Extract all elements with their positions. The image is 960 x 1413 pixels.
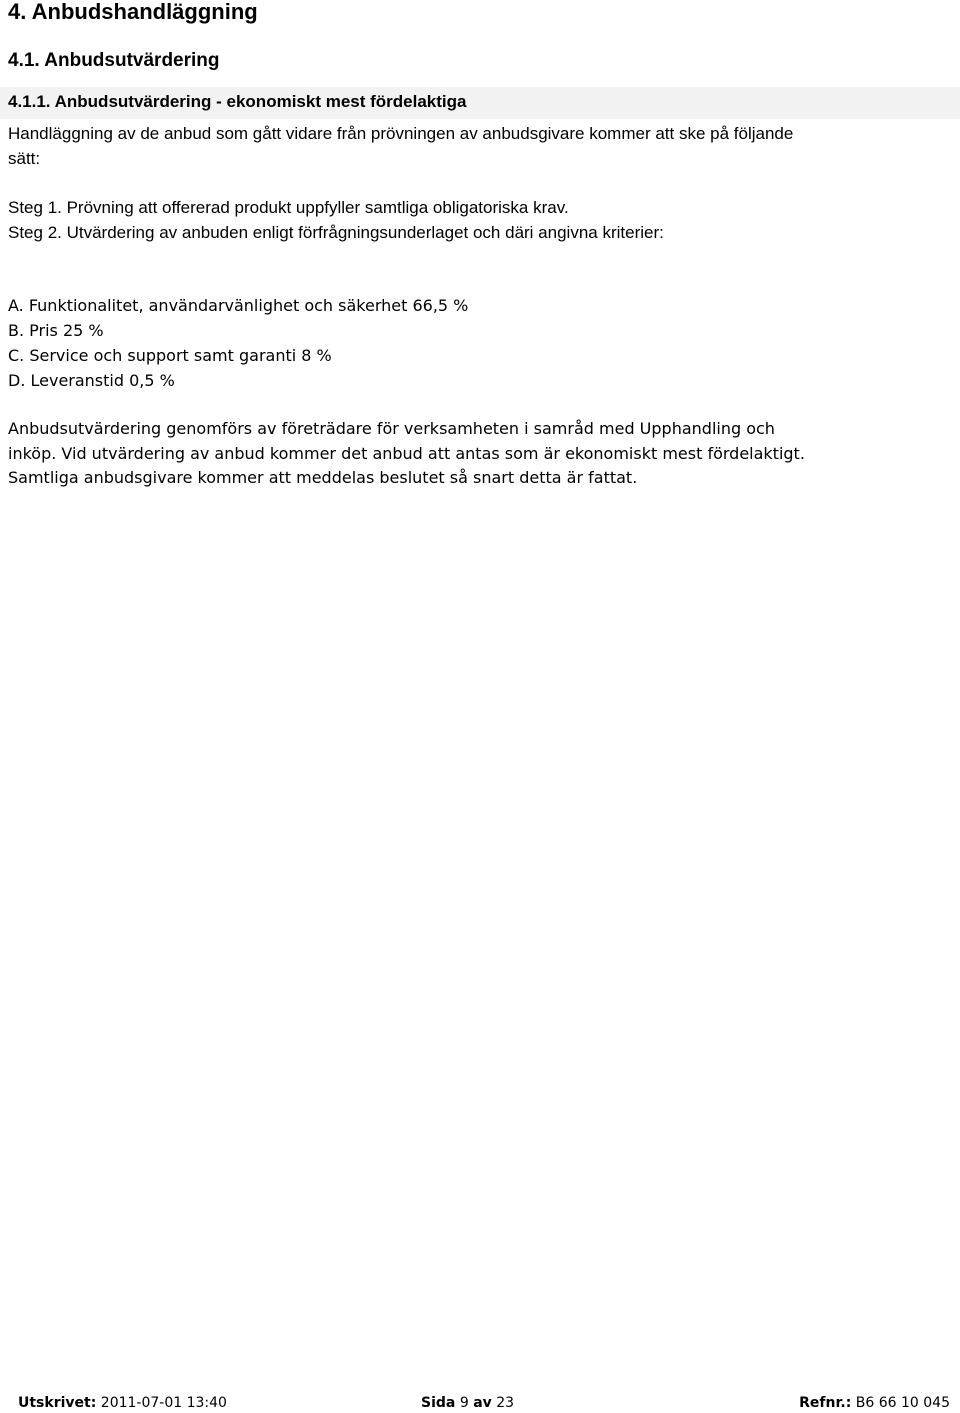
footer-ref-label: Refnr.: bbox=[799, 1395, 852, 1411]
footer-page-label: Sida bbox=[421, 1395, 456, 1411]
heading-section: 4. Anbudshandläggning bbox=[8, 0, 258, 24]
footer-page bbox=[421, 1393, 514, 1413]
footer-printed-value: 2011-07-01 13:40 bbox=[100, 1395, 227, 1411]
footer-printed bbox=[18, 1393, 227, 1413]
heading-subsubsection: 4.1.1. Anbudsutvärdering - ekonomiskt mest fördelaktiga bbox=[8, 92, 467, 111]
criterion-d: D. Leveranstid 0,5 % bbox=[8, 371, 175, 390]
footer-printed-label: Utskrivet: bbox=[18, 1395, 97, 1411]
criterion-a: A. Funktionalitet, användarvänlighet och säkerhet 66,5 % bbox=[8, 296, 469, 315]
intro-paragraph: Handläggning av de anbud som gått vidare från prövningen av anbudsgivare kommer att ske på följande sätt: bbox=[8, 124, 794, 168]
footer-ref bbox=[799, 1393, 950, 1413]
step-2: Steg 2. Utvärdering av anbuden enligt förfrågningsunderlaget och däri angivna kriterier: bbox=[8, 222, 664, 242]
footer-page-total: 23 bbox=[496, 1395, 515, 1411]
footer-page-of: av bbox=[473, 1395, 492, 1411]
criterion-b: B. Pris 25 % bbox=[8, 321, 104, 340]
criteria-list bbox=[8, 293, 708, 393]
summary-paragraph: Anbudsutvärdering genomförs av företrädare för verksamheten i samråd med Upphandling och inköp. Vid utvärdering av anbud kommer det anbud att antas som är ekonomiskt mest fördelaktigt. Samtliga anbudsgivare kommer att meddelas beslutet så snart detta är fattat. bbox=[8, 419, 805, 487]
footer-page-number: 9 bbox=[459, 1395, 469, 1411]
heading-subsection: 4.1. Anbudsutvärdering bbox=[8, 50, 220, 71]
footer-ref-value: B6 66 10 045 bbox=[855, 1395, 950, 1411]
step-1: Steg 1. Prövning att offererad produkt uppfyller samtliga obligatoriska krav. bbox=[8, 198, 569, 217]
page-footer bbox=[10, 1393, 960, 1413]
steps-block bbox=[8, 196, 708, 245]
criterion-c: C. Service och support samt garanti 8 % bbox=[8, 346, 332, 365]
